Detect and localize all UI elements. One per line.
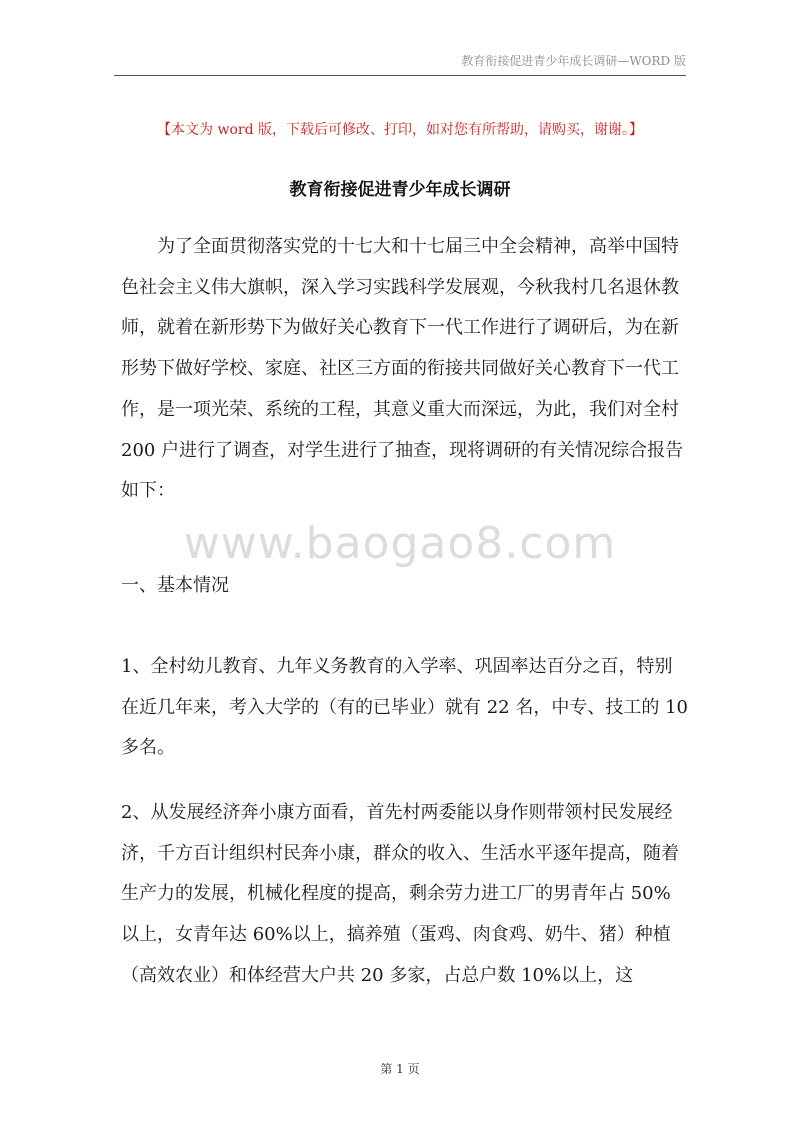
download-notice: 【本文为 word 版，下载后可修改、打印，如对您有所帮助，请购买，谢谢。】 [157,122,643,138]
running-header: 教育衔接促进青少年成长调研—WORD 版 [461,54,686,68]
page-number: 第 1 页 [380,1062,420,1076]
watermark: www.baogao8.com [183,518,617,569]
document-title: 教育衔接促进青少年成长调研 [289,180,511,200]
intro-paragraph: 为了全面贯彻落实党的十七大和十七届三中全会精神，高举中国特色社会主义伟大旗帜，深入学习实践科学发展观，今秋我村几名退休教师，就着在新形势下为做好关心教育下一代工作进行了调研后，为在新形势下做好学校、家庭、社区三方面的衔接共同做好关心教育下一代工作，是一项光荣、系统的工程，其意义重大而深远，为此，我们对全村 200 户进行了调查，对学生进行了抽查，现将调研的有关情况综合报告如下： [121,236,684,502]
list-item-1: 1、全村幼儿教育、九年义务教育的入学率、巩固率达百分之百，特别在近几年来，考入大学的（有的已毕业）就有 22 名，中专、技工的 10 多名。 [121,656,688,759]
list-item-2: 2、从发展经济奔小康方面看，首先村两委能以身作则带领村民发展经济，千方百计组织村民奔小康，群众的收入、生活水平逐年提高，随着生产力的发展，机械化程度的提高，剩余劳力进工厂的男青年占 50%以上，女青年达 60%以上，搞养殖（蛋鸡、肉食鸡、奶牛、猪）种植（高效农业）和体经营大户共 20 多家，占总户数 10%以上，这 [121,802,679,986]
header-divider [114,75,686,76]
section-heading: 一、基本情况 [121,575,229,596]
